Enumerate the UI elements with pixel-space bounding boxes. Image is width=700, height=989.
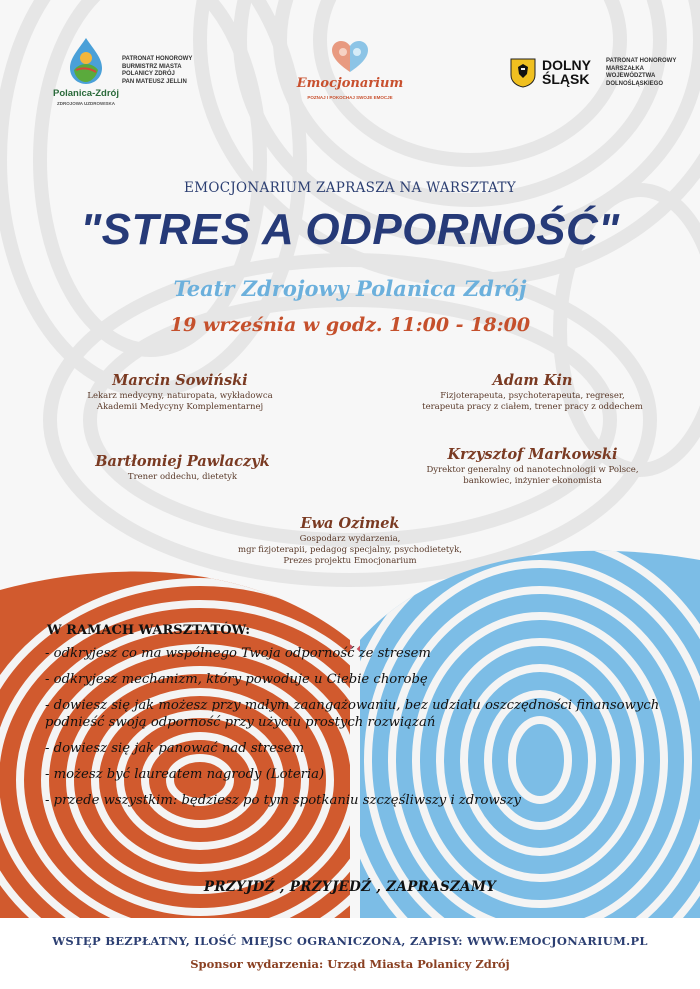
list-item: - odkryjesz mechanizm, który powoduje u Ciebie chorobę <box>45 672 428 687</box>
speaker-desc-line: mgr fizjoterapii, pedagog specjalny, psychodietetyk, <box>238 545 462 555</box>
speaker-description <box>60 391 300 413</box>
speaker-desc-line: terapeuta pracy z ciałem, trener pracy z oddechem <box>422 402 643 412</box>
list-item: - dowiesz się jak panować nad stresem <box>45 741 305 756</box>
polanica-logo-name: Polanica-Zdrój <box>53 88 119 99</box>
patronage-line: PAN MATEUSZ JELLIN <box>122 78 187 85</box>
heart-faces-icon <box>330 40 370 74</box>
patronage-line: WOJEWÓDZTWA <box>606 73 656 79</box>
footer-band <box>0 918 700 989</box>
dolny-slask-line2: ŚLĄSK <box>542 71 590 87</box>
water-drop-icon <box>66 36 106 86</box>
patronage-line: DOLNOŚLĄSKIEGO <box>606 80 664 87</box>
coat-of-arms-icon <box>510 58 536 88</box>
call-to-action: PRZYJDŹ , PRZYJEDŹ , ZAPRASZAMY <box>203 879 497 895</box>
speaker-desc-line: Lekarz medycyny, naturopata, wykładowca <box>87 391 273 401</box>
speaker-ewa-ozimek <box>200 515 500 567</box>
patronage-line: PATRONAT HONOROWY <box>122 56 193 62</box>
speaker-bartlomiej-pawlaczyk <box>60 453 305 483</box>
patronage-line: BURMISTRZ MIASTA <box>122 63 182 70</box>
footer-sponsor: Sponsor wydarzenia: Urząd Miasta Polanicy Zdrój <box>190 957 510 971</box>
event-date: 19 września w godz. 11:00 - 18:00 <box>169 314 531 336</box>
polanica-logo-tagline: ZDROJOWA UZDROWISKA <box>56 101 116 106</box>
polanica-patronage-text <box>122 56 212 86</box>
dolny-slask-patronage-text <box>606 58 686 88</box>
workshop-heading: W RAMACH WARSZTATÓW: <box>47 623 251 638</box>
speaker-name: Adam Kin <box>492 372 573 389</box>
speaker-description <box>400 391 665 413</box>
polanica-zdroj-logo <box>44 36 204 116</box>
speaker-adam-kin <box>400 372 665 413</box>
speaker-desc-line: Trener oddechu, dietetyk <box>127 472 238 482</box>
dolny-slask-logo-name <box>542 58 591 86</box>
emocjonarium-logo-tagline: POZNAJ I POKOCHAJ SWOJE EMOCJE <box>307 95 393 100</box>
speaker-desc-line: bankowiec, inżynier ekonomista <box>463 476 602 486</box>
list-item: - możesz być laureatem nagrody (Loteria) <box>45 767 325 782</box>
event-venue: Teatr Zdrojowy Polanica Zdrój <box>173 276 527 301</box>
speaker-description <box>400 465 665 487</box>
dolny-slask-line1: DOLNY <box>542 57 591 73</box>
speaker-desc-line: Dyrektor generalny od nanotechnologii w Polsce, <box>426 465 639 475</box>
patronage-line: POLANICY ZDRÓJ <box>122 71 175 77</box>
dolny-slask-logo <box>510 56 690 96</box>
speaker-description <box>200 534 500 567</box>
speaker-name: Marcin Sowiński <box>112 372 248 389</box>
patronage-line: PATRONAT HONOROWY <box>606 58 677 64</box>
speaker-krzysztof-markowski <box>400 446 665 487</box>
footer-entry-info: WSTĘP BEZPŁATNY, ILOŚĆ MIEJSC OGRANICZONA, ZAPISY: WWW.EMOCJONARIUM.PL <box>52 934 648 948</box>
list-item: - przede wszystkim: będziesz po tym spotkaniu szczęśliwszy i zdrowszy <box>45 793 521 808</box>
speaker-marcin-sowinski <box>60 372 300 413</box>
event-title: "STRES A ODPORNOŚĆ" <box>80 205 620 254</box>
speaker-desc-line: Prezes projektu Emocjonarium <box>283 556 417 566</box>
emocjonarium-logo <box>290 40 410 110</box>
list-item: - odkryjesz co ma wspólnego Twoja odporność ze stresem <box>45 646 431 661</box>
invite-text: EMOCJONARIUM ZAPRASZA NA WARSZTATY <box>184 180 516 196</box>
list-item: - dowiesz się jak możesz przy małym zaangażowaniu, bez udziału oszczędności finansowych podnieść swoją odporność przy użyciu prostych rozwiązań <box>45 698 660 730</box>
speaker-desc-line: Gospodarz wydarzenia, <box>299 534 401 544</box>
emocjonarium-logo-name: Emocjonarium <box>296 76 404 91</box>
patronage-line: MARSZAŁKA <box>606 65 644 72</box>
speaker-desc-line: Fizjoterapeuta, psychoterapeuta, regreser, <box>440 391 625 401</box>
speaker-desc-line: Akademii Medycyny Komplementarnej <box>96 402 264 412</box>
workshop-list <box>45 645 665 818</box>
speaker-description <box>60 472 305 483</box>
speaker-name: Bartłomiej Pawlaczyk <box>95 453 270 470</box>
speaker-name: Ewa Ozimek <box>300 515 400 532</box>
speaker-name: Krzysztof Markowski <box>447 446 618 463</box>
